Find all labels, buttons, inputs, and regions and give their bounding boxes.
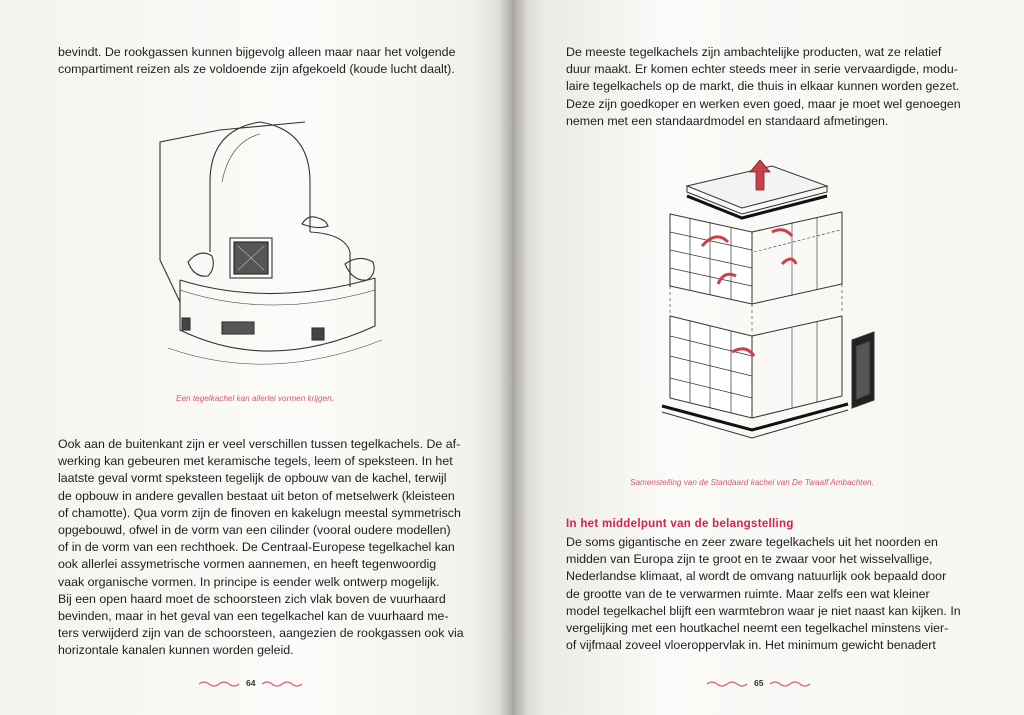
text-line: nemen met een standaardmodel en standaard afmetingen. (566, 113, 889, 128)
text-line: model tegelkachel blijft een warmtebron waar je niet naast kan kijken. In (566, 603, 961, 618)
text-line: of vijfmaal zoveel vloeroppervlak in. Het minimum gewicht benadert (566, 638, 936, 653)
text-line: bevinden, maar in het geval van een tegelkachel kan de vuurhaard me- (58, 609, 449, 624)
text-line: Ook aan de buitenkant zijn er veel verschillen tussen tegelkachels. De af- (58, 437, 461, 451)
text-line: De meeste tegelkachels zijn ambachtelijke producten, wat ze relatief (566, 45, 942, 59)
text-line: horizontale kanalen kunnen worden geleid. (58, 643, 294, 658)
text-line: laire tegelkachels op de markt, die thuis in elkaar kunnen worden gezet. (566, 79, 960, 94)
text-line: midden van Europa zijn te groot en te zwaar voor het wisselvallige, (566, 552, 933, 567)
page-number: 65 (754, 678, 764, 688)
text-line: Deze zijn goedkoper en werken even goed, maar je moet wel genoegen (566, 96, 961, 111)
text-line: of chamotte). Qua vorm zijn de finoven en kakelugn meestal symmetrisch (58, 505, 461, 520)
tiled-stove-illustration (150, 112, 390, 384)
text-line: laatste geval vormt speksteen tegelijk de opbouw van de kachel, terwijl (58, 471, 447, 486)
text-line: ters verwijderd zijn van de schoorsteen, aangezien de rookgassen ook via (58, 626, 464, 641)
left-intro-paragraph (58, 44, 455, 78)
text-line: De soms gigantische en zeer zware tegelkachels uit het noorden en (566, 535, 938, 549)
text-line: Bij een open haard moet de schoorsteen zich vlak boven de vuurhaard (58, 591, 446, 606)
text-line: vergelijking met een houtkachel neemt een tegelkachel minstens vier- (566, 621, 949, 636)
exploded-stove-diagram (642, 156, 892, 446)
right-page-footer (706, 678, 811, 688)
right-page (512, 0, 1024, 715)
text-line: duur maakt. Er komen echter steeds meer in serie vervaardigde, modu- (566, 62, 958, 77)
left-page-footer (198, 678, 303, 688)
text-line: bevindt. De rookgassen kunnen bijgevolg alleen maar naar het volgende (58, 45, 456, 59)
right-figure-caption: Samenstelling van de Standaard kachel van De Twaalf Ambachten. (630, 478, 874, 487)
text-line: ook allerlei assymetrische vormen aannemen, en heeft tegenwoordig (58, 557, 437, 572)
wave-ornament-icon (706, 679, 748, 687)
text-line: de grootte van de te verwarmen ruimte. Maar zelfs een wat kleiner (566, 586, 930, 601)
left-figure-caption: Een tegelkachel kan allerlei vormen krijgen. (176, 394, 334, 403)
text-line: vaak organische vormen. In principe is eender welk ontwerp mogelijk. (58, 574, 440, 589)
text-line: opgebouwd, ofwel in de vorm van een cilinder (vooral oudere modellen) (58, 523, 451, 538)
right-intro-paragraph (566, 44, 961, 130)
wave-ornament-icon (769, 679, 811, 687)
right-body-paragraph (566, 534, 961, 654)
section-heading: In het middelpunt van de belangstelling (566, 518, 794, 530)
left-body-paragraph (58, 436, 464, 660)
text-line: of in de vorm van een rechthoek. De Centraal-Europese tegelkachel kan (58, 540, 455, 555)
text-line: de opbouw in andere gevallen bestaat uit beton of metselwerk (kleisteen (58, 488, 455, 503)
wave-ornament-icon (198, 679, 240, 687)
text-line: compartiment reizen als ze voldoende zijn afgekoeld (koude lucht daalt). (58, 62, 455, 77)
wave-ornament-icon (261, 679, 303, 687)
text-line: werking kan gebeuren met keramische tegels, leem of speksteen. In het (58, 454, 453, 469)
text-line: Nederlandse klimaat, al wordt de omvang natuurlijk ook bepaald door (566, 569, 947, 584)
page-number: 64 (246, 678, 256, 688)
